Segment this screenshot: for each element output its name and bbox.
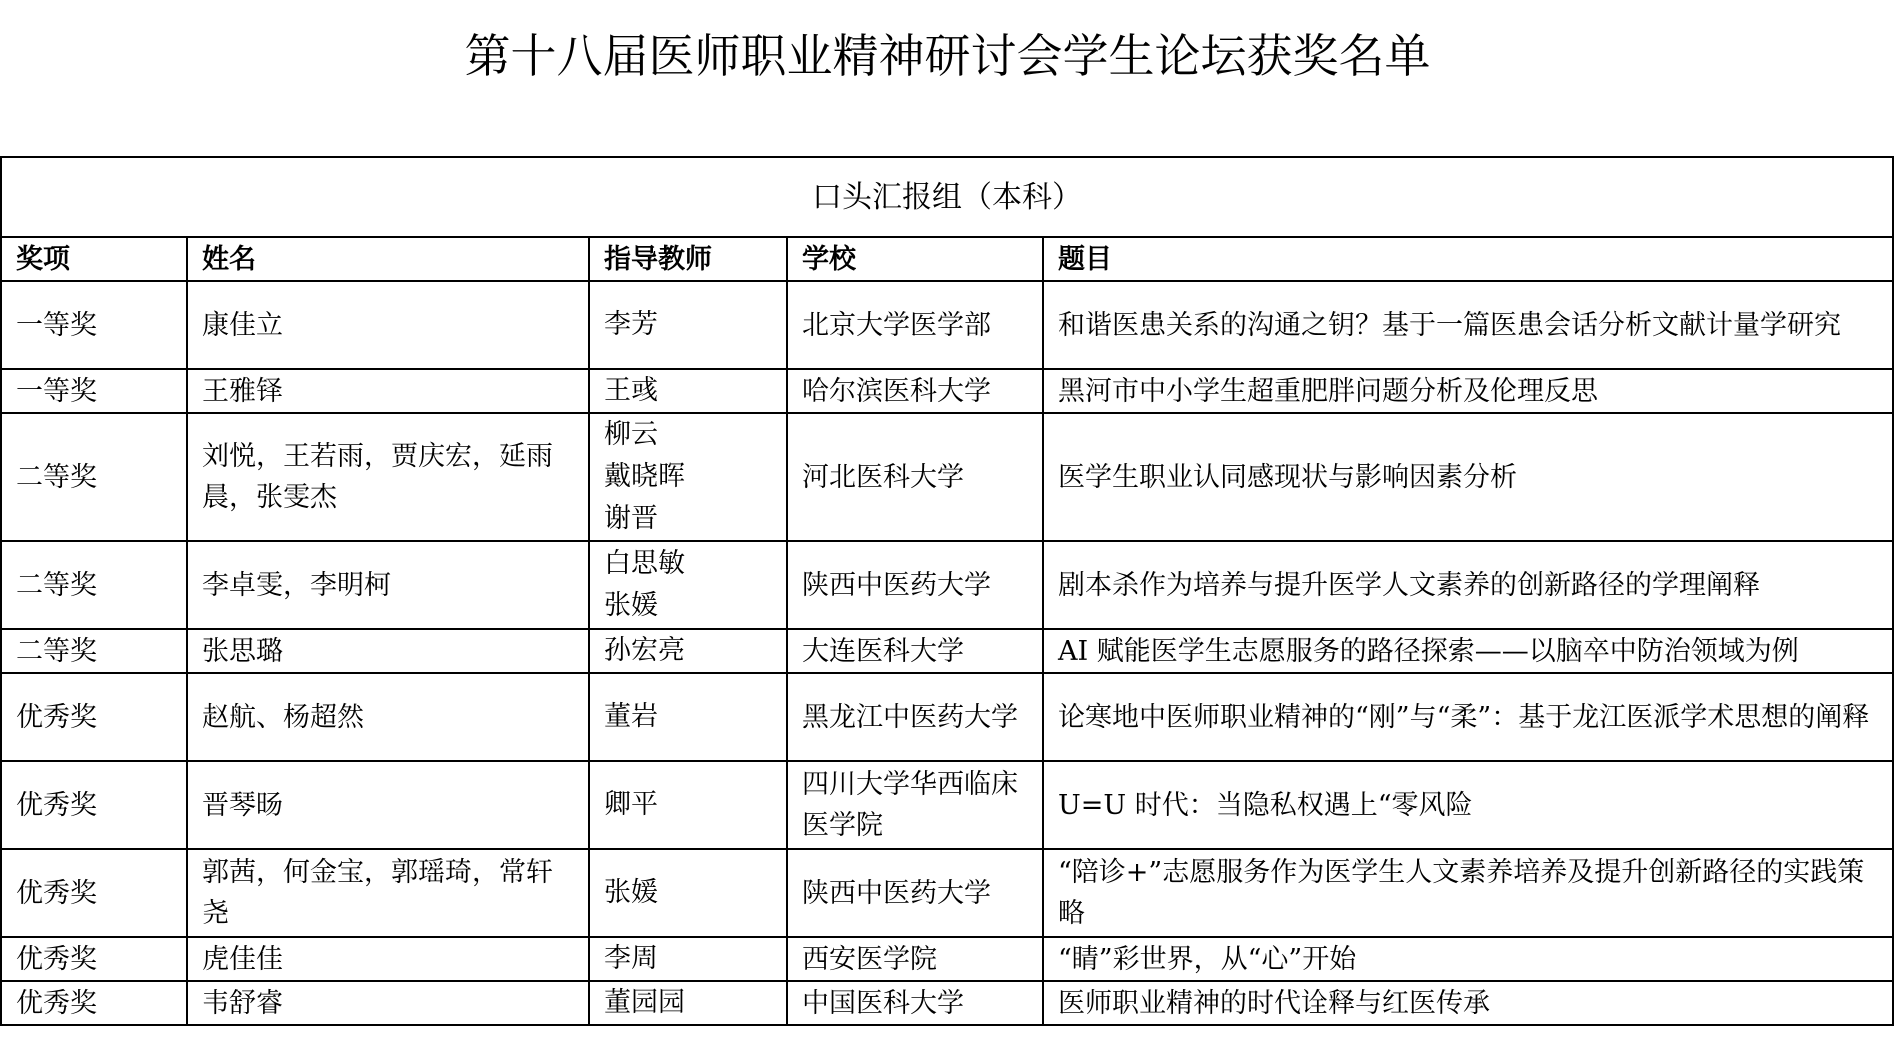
- award-cell: 优秀奖: [1, 849, 187, 937]
- teacher-name: 董园园: [604, 987, 685, 1018]
- table-row: [1, 413, 1893, 541]
- school-cell: 中国医科大学: [787, 981, 1043, 1025]
- teachers-cell: [589, 849, 787, 937]
- group-title: 口头汇报组（本科）: [1, 157, 1893, 237]
- award-cell: 优秀奖: [1, 937, 187, 981]
- table-row: [1, 281, 1893, 369]
- names-cell: 王雅铎: [187, 369, 589, 413]
- teachers-cell: [589, 281, 787, 369]
- teachers-cell: [589, 629, 787, 673]
- award-table: [0, 156, 1894, 1026]
- table-row: [1, 849, 1893, 937]
- topic-cell: U=U 时代：当隐私权遇上“零风险: [1043, 761, 1893, 849]
- names-cell: 李卓雯，李明柯: [187, 541, 589, 629]
- topic-cell: “睛”彩世界，从“心”开始: [1043, 937, 1893, 981]
- names-cell: 康佳立: [187, 281, 589, 369]
- teachers-cell: [589, 981, 787, 1025]
- table-row: [1, 629, 1893, 673]
- teacher-name: 李芳: [604, 309, 658, 340]
- names-cell: 赵航、杨超然: [187, 673, 589, 761]
- table-row: [1, 981, 1893, 1025]
- table-row: [1, 761, 1893, 849]
- column-header-school: 学校: [787, 237, 1043, 281]
- table-body: [1, 281, 1893, 1025]
- names-cell: 晋琴旸: [187, 761, 589, 849]
- column-header-topic: 题目: [1043, 237, 1893, 281]
- teachers-cell: [589, 369, 787, 413]
- award-cell: 优秀奖: [1, 761, 187, 849]
- school-cell: 河北医科大学: [787, 413, 1043, 541]
- school-cell: 大连医科大学: [787, 629, 1043, 673]
- teacher-name: 李周: [604, 943, 658, 974]
- teachers-cell: [589, 761, 787, 849]
- school-cell: 哈尔滨医科大学: [787, 369, 1043, 413]
- school-cell: 陕西中医药大学: [787, 849, 1043, 937]
- teacher-name: 董岩: [604, 701, 658, 732]
- school-cell: 黑龙江中医药大学: [787, 673, 1043, 761]
- topic-cell: 剧本杀作为培养与提升医学人文素养的创新路径的学理阐释: [1043, 541, 1893, 629]
- topic-cell: AI 赋能医学生志愿服务的路径探索——以脑卒中防治领域为例: [1043, 629, 1893, 673]
- group-header-row: [1, 157, 1893, 237]
- teachers-cell: [589, 541, 787, 629]
- award-cell: 优秀奖: [1, 981, 187, 1025]
- teachers-cell: [589, 413, 787, 541]
- names-cell: 刘悦，王若雨，贾庆宏，延雨晨，张雯杰: [187, 413, 589, 541]
- topic-cell: 黑河市中小学生超重肥胖问题分析及伦理反思: [1043, 369, 1893, 413]
- column-header-teachers: 指导教师: [589, 237, 787, 281]
- award-cell: 二等奖: [1, 413, 187, 541]
- table-row: [1, 673, 1893, 761]
- teacher-name: 柳云: [604, 419, 658, 450]
- teachers-cell: [589, 937, 787, 981]
- teachers-cell: [589, 673, 787, 761]
- topic-cell: “陪诊+”志愿服务作为医学生人文素养培养及提升创新路径的实践策略: [1043, 849, 1893, 937]
- school-cell: 西安医学院: [787, 937, 1043, 981]
- award-cell: 优秀奖: [1, 673, 187, 761]
- column-header-names: 姓名: [187, 237, 589, 281]
- teacher-name: 谢晋: [604, 503, 658, 534]
- award-cell: 一等奖: [1, 281, 187, 369]
- award-cell: 二等奖: [1, 629, 187, 673]
- school-cell: 四川大学华西临床医学院: [787, 761, 1043, 849]
- table-row: [1, 937, 1893, 981]
- names-cell: 韦舒睿: [187, 981, 589, 1025]
- topic-cell: 和谐医患关系的沟通之钥？基于一篇医患会话分析文献计量学研究: [1043, 281, 1893, 369]
- topic-cell: 医师职业精神的时代诠释与红医传承: [1043, 981, 1893, 1025]
- teacher-name: 张媛: [604, 877, 658, 908]
- column-header-row: [1, 237, 1893, 281]
- teacher-name: 王彧: [604, 375, 658, 406]
- school-cell: 北京大学医学部: [787, 281, 1043, 369]
- names-cell: 张思璐: [187, 629, 589, 673]
- teacher-name: 孙宏亮: [604, 635, 685, 666]
- names-cell: 郭茜，何金宝，郭瑶琦，常轩尧: [187, 849, 589, 937]
- teacher-name: 戴晓晖: [604, 461, 685, 492]
- school-cell: 陕西中医药大学: [787, 541, 1043, 629]
- teacher-name: 张媛: [604, 590, 658, 621]
- award-cell: 二等奖: [1, 541, 187, 629]
- names-cell: 虎佳佳: [187, 937, 589, 981]
- table-row: [1, 369, 1893, 413]
- topic-cell: 论寒地中医师职业精神的“刚”与“柔”：基于龙江医派学术思想的阐释: [1043, 673, 1893, 761]
- column-header-award: 奖项: [1, 237, 187, 281]
- teacher-name: 白思敏: [604, 548, 685, 579]
- topic-cell: 医学生职业认同感现状与影响因素分析: [1043, 413, 1893, 541]
- table-row: [1, 541, 1893, 629]
- teacher-name: 卿平: [604, 789, 658, 820]
- page-title: 第十八届医师职业精神研讨会学生论坛获奖名单: [464, 29, 1431, 83]
- award-cell: 一等奖: [1, 369, 187, 413]
